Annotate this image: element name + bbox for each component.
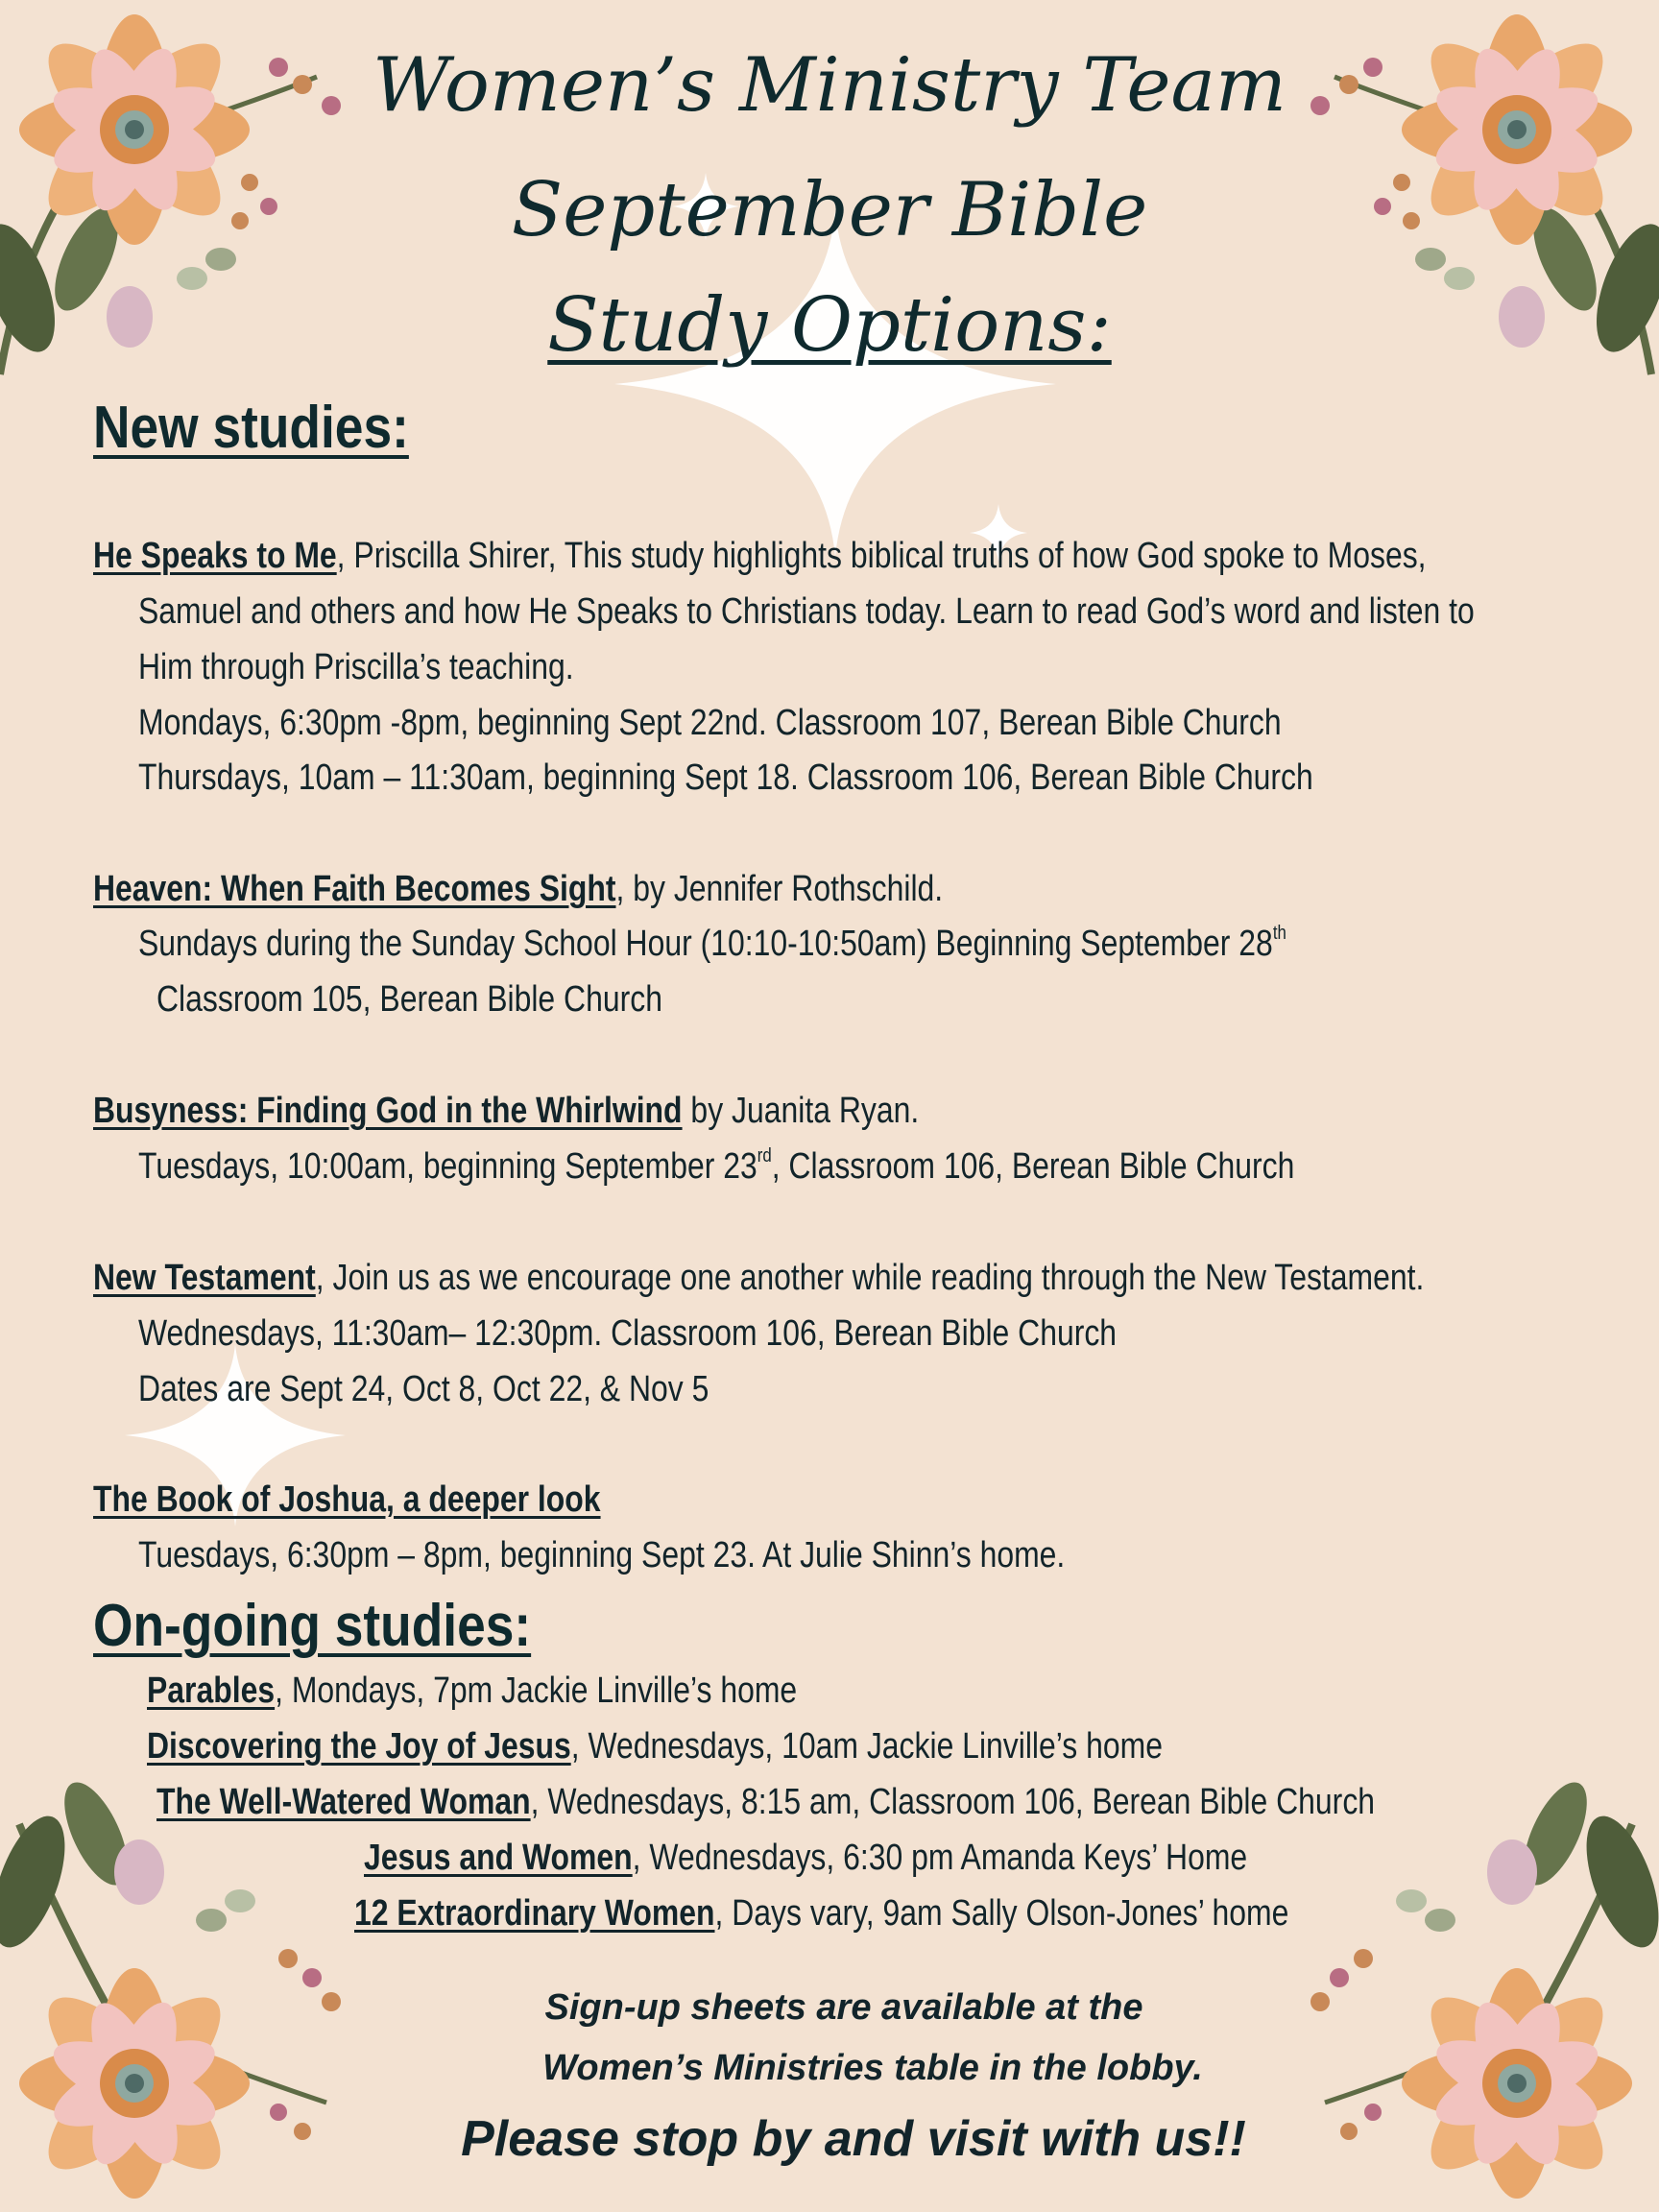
ongoing-item-3-name: The Well-Watered Woman <box>156 1782 531 1822</box>
study-3-title-line <box>93 1093 919 1129</box>
study-1-line-3: Him through Priscilla’s teaching. <box>138 647 574 687</box>
ongoing-item-5-name: 12 Extraordinary Women <box>354 1893 715 1934</box>
ongoing-item-2 <box>147 1728 1163 1765</box>
study-1-line-4: Mondays, 6:30pm -8pm, beginning Sept 22nd. Classroom 107, Berean Bible Church <box>138 703 1282 743</box>
study-2-line-2 <box>138 923 1286 964</box>
study-1-title-line <box>93 538 1427 574</box>
ongoing-item-1 <box>147 1672 797 1709</box>
title-line-3 <box>0 282 1659 369</box>
study-3-name: Busyness: Finding God in the Whirlwind <box>93 1091 683 1131</box>
footer-line-3: Please stop by and visit with us!! <box>461 2111 1246 2167</box>
study-2-sup: th <box>1272 923 1286 944</box>
study-4-desc: , Join us as we encourage one another while reading through the New Testament. <box>315 1258 1425 1298</box>
study-1-line-2: Samuel and others and how He Speaks to Christians today. Learn to read God’s word and listen to <box>138 591 1475 632</box>
study-4-name: New Testament <box>93 1258 316 1298</box>
study-3-desc: by Juanita Ryan. <box>682 1091 920 1131</box>
title-line-2: September Bible <box>511 167 1148 253</box>
study-5-title-line <box>93 1481 601 1518</box>
ongoing-item-2-name: Discovering the Joy of Jesus <box>147 1726 571 1767</box>
ongoing-item-1-desc: , Mondays, 7pm Jackie Linville’s home <box>275 1671 798 1711</box>
study-3-sup: rd <box>757 1145 772 1166</box>
study-1-line-5: Thursdays, 10am – 11:30am, beginning Sept 18. Classroom 106, Berean Bible Church <box>138 757 1313 798</box>
ongoing-item-2-desc: , Wednesdays, 10am Jackie Linville’s home <box>570 1726 1163 1767</box>
study-1-name: He Speaks to Me <box>93 536 337 576</box>
study-2-schedule: Sundays during the Sunday School Hour (10:10-10:50am) Beginning September 28 <box>138 924 1273 964</box>
study-3-schedule-b: , Classroom 106, Berean Bible Church <box>771 1146 1295 1187</box>
ongoing-item-4-desc: , Wednesdays, 6:30 pm Amanda Keys’ Home <box>632 1838 1248 1878</box>
study-1-desc: , Priscilla Shirer, This study highlights biblical truths of how God spoke to Moses, <box>336 536 1427 576</box>
study-2-name: Heaven: When Faith Becomes Sight <box>93 869 616 909</box>
study-2-title-line <box>93 871 943 907</box>
ongoing-item-3-desc: , Wednesdays, 8:15 am, Classroom 106, Berean Bible Church <box>530 1782 1376 1822</box>
study-5-line-2: Tuesdays, 6:30pm – 8pm, beginning Sept 23. At Julie Shinn’s home. <box>138 1535 1066 1575</box>
study-4-line-2: Wednesdays, 11:30am– 12:30pm. Classroom 106, Berean Bible Church <box>138 1313 1118 1354</box>
ongoing-item-5-desc: , Days vary, 9am Sally Olson-Jones’ home <box>714 1893 1289 1934</box>
footer-line-2: Women’s Ministries table in the lobby. <box>542 2048 1203 2088</box>
study-4-line-3: Dates are Sept 24, Oct 8, Oct 22, & Nov 5 <box>138 1369 709 1409</box>
study-4-title-line <box>93 1260 1424 1296</box>
ongoing-item-5 <box>354 1895 1288 1932</box>
new-studies-heading: New studies: <box>93 395 409 461</box>
study-3-line-2 <box>138 1145 1295 1187</box>
study-2-desc: , by Jennifer Rothschild. <box>615 869 944 909</box>
title-line-1: Women’s Ministry Team <box>373 42 1286 129</box>
study-5-name: The Book of Joshua, a deeper look <box>93 1479 601 1520</box>
study-2-line-3: Classroom 105, Berean Bible Church <box>156 979 662 1020</box>
footer-line-1: Sign-up sheets are available at the <box>544 1987 1143 2028</box>
ongoing-item-4-name: Jesus and Women <box>364 1838 633 1878</box>
ongoing-item-3 <box>156 1784 1375 1820</box>
ongoing-item-1-name: Parables <box>147 1671 276 1711</box>
ongoing-item-4 <box>364 1839 1247 1876</box>
ongoing-studies-heading: On-going studies: <box>93 1593 532 1659</box>
study-3-schedule-a: Tuesdays, 10:00am, beginning September 23 <box>138 1146 757 1187</box>
title-line-3-text: Study Options: <box>547 282 1112 369</box>
